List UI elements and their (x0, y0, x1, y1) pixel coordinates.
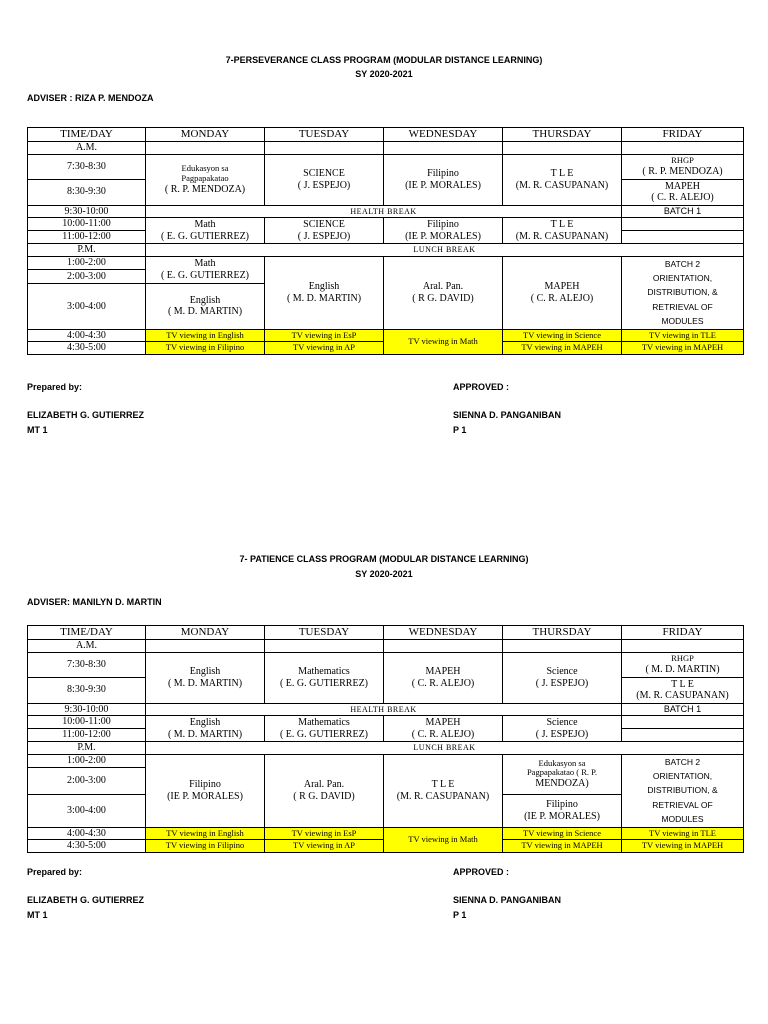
batch-1: BATCH 1 (622, 703, 744, 716)
approved-by-position: P 1 (453, 425, 467, 435)
adviser-label: ADVISER: MANILYN D. MARTIN (27, 597, 162, 607)
time-slot: 3:00-4:00 (28, 794, 146, 827)
am-label: A.M. (28, 640, 146, 653)
schedule-cell: English ( M. D. MARTIN) (265, 256, 384, 329)
tv-viewing-cell: TV viewing in Filipino (146, 840, 265, 853)
time-slot: 10:00-11:00 (28, 716, 146, 729)
header-wednesday: WEDNESDAY (384, 128, 503, 142)
tv-viewing-cell: TV viewing in English (146, 827, 265, 840)
schedule-table (27, 127, 744, 355)
tv-viewing-cell: TV viewing in TLE (622, 329, 744, 342)
time-slot: 4:30-5:00 (28, 342, 146, 355)
header-time-day: TIME/DAY (28, 128, 146, 142)
time-slot: 8:30-9:30 (28, 179, 146, 205)
batch-2: BATCH 2 ORIENTATION, DISTRIBUTION, & RETRIEVAL OF MODULES (622, 754, 744, 827)
header-tuesday: TUESDAY (265, 128, 384, 142)
tv-viewing-cell: TV viewing in MAPEH (622, 342, 744, 355)
approved-label: APPROVED : (453, 867, 510, 877)
tv-viewing-cell: TV viewing in Math (384, 329, 503, 354)
tv-viewing-cell: TV viewing in AP (265, 840, 384, 853)
time-slot: 1:00-2:00 (28, 256, 146, 270)
schedule-cell: T L E (M. R. CASUPANAN) (384, 754, 503, 827)
schedule-cell: English ( M. D. MARTIN) (146, 716, 265, 742)
schedule-cell: MAPEH ( C. R. ALEJO) (503, 256, 622, 329)
time-slot: 4:00-4:30 (28, 827, 146, 840)
tv-viewing-cell: TV viewing in English (146, 329, 265, 342)
approved-by-position: P 1 (453, 910, 467, 920)
batch-2: BATCH 2 ORIENTATION, DISTRIBUTION, & RETRIEVAL OF MODULES (622, 256, 744, 329)
tv-viewing-cell: TV viewing in Science (503, 329, 622, 342)
header-wednesday: WEDNESDAY (384, 626, 503, 640)
schedule-cell: MAPEH ( C. R. ALEJO) (384, 652, 503, 703)
time-slot: 9:30-10:00 (28, 205, 146, 218)
approved-label: APPROVED : (453, 382, 510, 392)
schedule-table (27, 625, 744, 853)
adviser-label: ADVISER : RIZA P. MENDOZA (27, 93, 154, 103)
school-year: SY 2020-2021 (355, 569, 413, 579)
header-friday: FRIDAY (622, 626, 744, 640)
schedule-cell: MAPEH ( C. R. ALEJO) (622, 179, 744, 205)
header-time-day: TIME/DAY (28, 626, 146, 640)
program-title: 7-PERSEVERANCE CLASS PROGRAM (MODULAR DISTANCE LEARNING) (225, 55, 543, 65)
schedule-cell: Mathematics ( E. G. GUTIERREZ) (265, 652, 384, 703)
health-break: HEALTH BREAK (146, 703, 622, 716)
header-monday: MONDAY (146, 626, 265, 640)
lunch-break: LUNCH BREAK (146, 244, 744, 257)
tv-viewing-cell: TV viewing in EsP (265, 329, 384, 342)
time-slot: 8:30-9:30 (28, 677, 146, 703)
tv-viewing-cell: TV viewing in Science (503, 827, 622, 840)
time-slot: 7:30-8:30 (28, 652, 146, 677)
program-title: 7- PATIENCE CLASS PROGRAM (MODULAR DISTANCE LEARNING) (239, 554, 529, 564)
header-thursday: THURSDAY (503, 128, 622, 142)
schedule-cell: English ( M. D. MARTIN) (146, 284, 265, 330)
schedule-cell: Mathematics ( E. G. GUTIERREZ) (265, 716, 384, 742)
time-slot: 11:00-12:00 (28, 231, 146, 244)
header-thursday: THURSDAY (503, 626, 622, 640)
time-slot: 2:00-3:00 (28, 270, 146, 284)
time-slot: 3:00-4:00 (28, 284, 146, 330)
prepared-by-position: MT 1 (27, 425, 48, 435)
prepared-by-name: ELIZABETH G. GUTIERREZ (27, 895, 144, 905)
prepared-by-position: MT 1 (27, 910, 48, 920)
pm-label: P.M. (28, 244, 146, 257)
tv-viewing-cell: TV viewing in MAPEH (503, 840, 622, 853)
header-friday: FRIDAY (622, 128, 744, 142)
schedule-cell: Aral. Pan. ( R G. DAVID) (265, 754, 384, 827)
time-slot: 4:00-4:30 (28, 329, 146, 342)
tv-viewing-cell: TV viewing in Filipino (146, 342, 265, 355)
tv-viewing-cell: TV viewing in MAPEH (622, 840, 744, 853)
lunch-break: LUNCH BREAK (146, 742, 744, 755)
schedule-cell: Math ( E. G. GUTIERREZ) (146, 256, 265, 284)
schedule-cell: RHGP ( R. P. MENDOZA) (622, 154, 744, 179)
schedule-cell: Edukasyon sa Pagpapakatao ( R. P. MENDOZA) (503, 754, 622, 794)
tv-viewing-cell: TV viewing in AP (265, 342, 384, 355)
schedule-cell: English ( M. D. MARTIN) (146, 652, 265, 703)
prepared-by-label: Prepared by: (27, 382, 83, 392)
schedule-cell: RHGP ( M. D. MARTIN) (622, 652, 744, 677)
time-slot: 9:30-10:00 (28, 703, 146, 716)
tv-viewing-cell: TV viewing in EsP (265, 827, 384, 840)
pm-label: P.M. (28, 742, 146, 755)
header-monday: MONDAY (146, 128, 265, 142)
schedule-cell: Filipino (IE P. MORALES) (503, 794, 622, 827)
schedule-cell: Filipino (IE P. MORALES) (384, 218, 503, 244)
schedule-cell: Aral. Pan. ( R G. DAVID) (384, 256, 503, 329)
schedule-cell: T L E (M. R. CASUPANAN) (622, 677, 744, 703)
prepared-by-label: Prepared by: (27, 867, 83, 877)
health-break: HEALTH BREAK (146, 205, 622, 218)
schedule-cell: MAPEH ( C. R. ALEJO) (384, 716, 503, 742)
school-year: SY 2020-2021 (355, 69, 413, 79)
approved-by-name: SIENNA D. PANGANIBAN (453, 895, 562, 905)
tv-viewing-cell: TV viewing in TLE (622, 827, 744, 840)
schedule-cell: T L E (M. R. CASUPANAN) (503, 154, 622, 205)
time-slot: 2:00-3:00 (28, 767, 146, 794)
tv-viewing-cell: TV viewing in MAPEH (503, 342, 622, 355)
schedule-cell: Math ( E. G. GUTIERREZ) (146, 218, 265, 244)
tv-viewing-cell: TV viewing in Math (384, 827, 503, 852)
schedule-cell: SCIENCE ( J. ESPEJO) (265, 154, 384, 205)
time-slot: 4:30-5:00 (28, 840, 146, 853)
schedule-cell: Science ( J. ESPEJO) (503, 652, 622, 703)
header-tuesday: TUESDAY (265, 626, 384, 640)
prepared-by-name: ELIZABETH G. GUTIERREZ (27, 410, 144, 420)
schedule-cell: T L E (M. R. CASUPANAN) (503, 218, 622, 244)
schedule-cell: Edukasyon sa Pagpapakatao ( R. P. MENDOZA) (146, 154, 265, 205)
schedule-cell: SCIENCE ( J. ESPEJO) (265, 218, 384, 244)
schedule-cell: Filipino (IE P. MORALES) (146, 754, 265, 827)
time-slot: 11:00-12:00 (28, 729, 146, 742)
batch-1: BATCH 1 (622, 205, 744, 218)
schedule-cell: Filipino (IE P. MORALES) (384, 154, 503, 205)
time-slot: 10:00-11:00 (28, 218, 146, 231)
schedule-cell: Science ( J. ESPEJO) (503, 716, 622, 742)
time-slot: 1:00-2:00 (28, 754, 146, 767)
approved-by-name: SIENNA D. PANGANIBAN (453, 410, 562, 420)
time-slot: 7:30-8:30 (28, 154, 146, 179)
am-label: A.M. (28, 142, 146, 155)
